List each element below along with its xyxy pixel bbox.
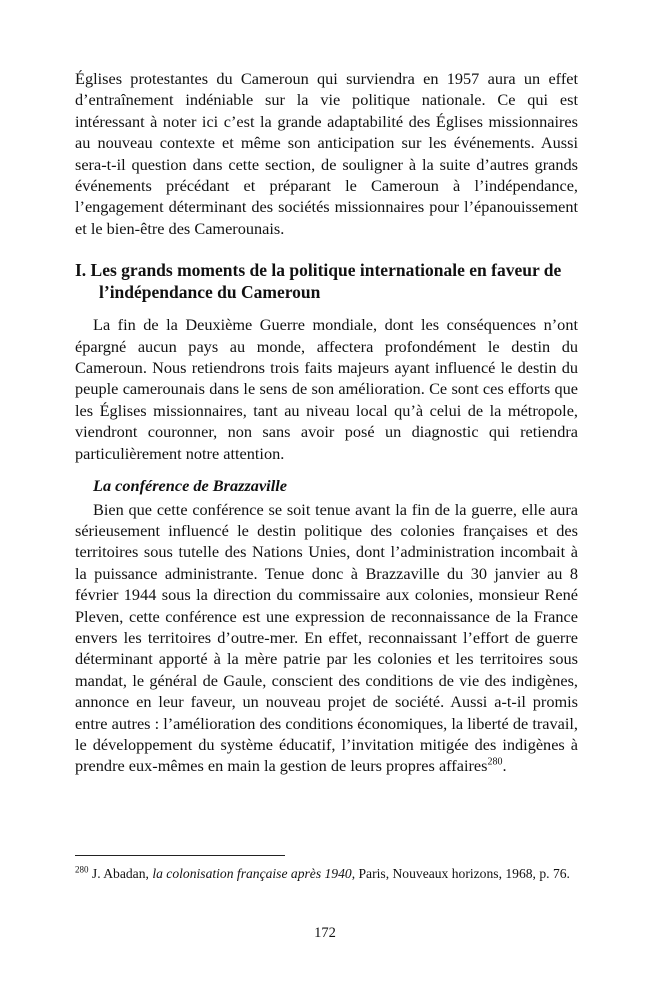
section-heading: I. Les grands moments de la politique internationale en faveur de l’indépendance du Cameroun	[75, 260, 562, 303]
footnote-title: la colonisation française après 1940	[152, 866, 352, 881]
page-number: 172	[314, 925, 336, 941]
footnote	[75, 864, 578, 883]
section-paragraph: La fin de la Deuxième Guerre mondiale, dont les conséquences n’ont épargné aucun pays au monde, affectera profondément le destin du Cameroun. Nous retiendrons trois faits majeurs ayant influencé le destin du peuple camerounais dans le sens de son amélioration. Ce sont ces efforts que les Églises missionnaires, tant au niveau local qu’à celui de la métropole, viendront couronner, non sans avoir posé un diagnostic qui retiendra particulièrement notre attention.	[75, 315, 578, 463]
subsection-paragraph-text: Bien que cette conférence se soit tenue avant la fin de la guerre, elle aura sérieusement influencé le destin politique des colonies françaises et des territoires sous tutelle des Nations Unies, dont l’administration incombait à la puissance administrante. Tenue donc à Brazzaville du 30 janvier au 8 février 1944 sous la direction du commissaire aux colonies, monsieur René Pleven, cette conférence est une expression de reconnaissance de la France envers les territoires d’outre-mer. En effet, reconnaissant l’effort de guerre déterminant apporté à la mère patrie par les colonies et les territoires sous mandat, le général de Gaule, conscient des conditions de vie des indigènes, annonce en leur faveur, un nouveau projet de société. Aussi a-t-il promis entre autres : l’amélioration des conditions économiques, la liberté de travail, le développement du système éducatif, l’invitation mitigée des indigènes à prendre eux-mêmes en main la gestion de leurs propres affaires	[75, 499, 578, 776]
footnote-publication: , Paris, Nouveaux horizons, 1968, p. 76.	[351, 866, 570, 881]
subsection-heading: La conférence de Brazzaville	[93, 476, 287, 496]
intro-paragraph: Églises protestantes du Cameroun qui surviendra en 1957 aura un effet d’entraînement indéniable sur la vie politique nationale. Ce qui est intéressant à noter ici c’est la grande adaptabilité des Églises missionnaires au nouveau contexte et même son anticipation sur les événements. Aussi sera-t-il question dans cette section, de souligner à la suite d’autres grands événements précédant et préparant le Cameroun à l’indépendance, l’engagement déterminant des sociétés missionnaires pour l’épanouissement et le bien-être des Camerounais.	[75, 69, 578, 238]
footnote-author: J. Abadan,	[91, 866, 153, 881]
footnote-number: 280	[75, 864, 89, 875]
subsection-paragraph: Bien que cette conférence se soit tenue avant la fin de la guerre, elle aura sérieusement influencé le destin politique des colonies françaises et des territoires sous tutelle des Nations Unies, dont l’administration incombait à la puissance administrante. Tenue donc à Brazzaville du 30 janvier au 8 février 1944 sous la direction du commissaire aux colonies, monsieur René Pleven, cette conférence est une expression de reconnaissance de la France envers les territoires d’outre-mer. En effet, reconnaissant l’effort de guerre déterminant apporté à la mère patrie par les colonies et les territoires sous mandat, le général de Gaule, conscient des conditions de vie des indigènes, annonce en leur faveur, un nouveau projet de société. Aussi a-t-il promis entre autres : l’amélioration des conditions économiques, la liberté de travail, le développement du système éducatif, l’invitation mitigée des indigènes à prendre eux-mêmes en main la gestion de leurs propres affaires$^{280}$.	[75, 499, 578, 776]
footnote-separator	[75, 855, 285, 856]
page-body	[75, 68, 578, 777]
footnote-reference: 280	[487, 756, 503, 768]
